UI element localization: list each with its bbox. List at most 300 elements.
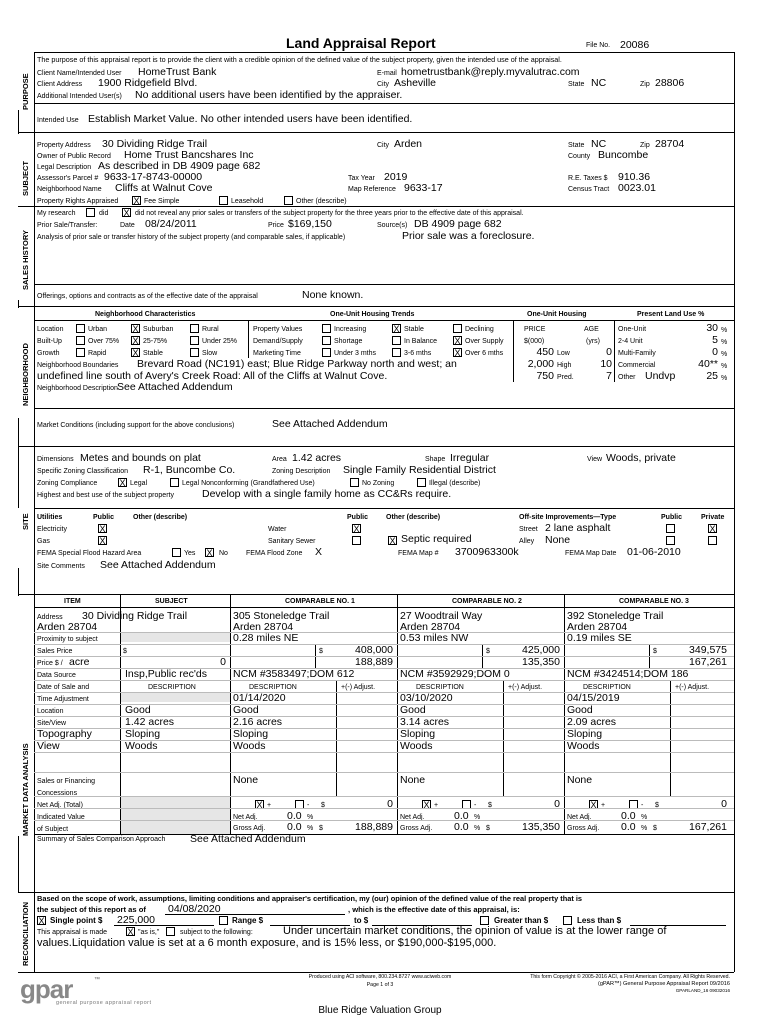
row-time-label: Time Adjustment [37, 696, 89, 703]
comp3-net-dollar: $ [655, 802, 659, 809]
over75-label: Over 75% [88, 338, 120, 345]
comp2-city: Arden 28704 [400, 621, 461, 633]
illegal-label: Illegal (describe) [429, 480, 481, 487]
high-label: High [557, 362, 572, 369]
fee-simple-label: Fee Simple [144, 198, 180, 205]
in-balance-checkbox[interactable] [392, 336, 401, 345]
row-priceper-label: Price $ / [37, 660, 63, 667]
private-header: Private [701, 514, 725, 521]
area: 1.42 acres [292, 452, 342, 464]
form-name: (gPAR™) General Purpose Appraisal Report 09/2016 [597, 981, 730, 987]
comp1-grossadj-label: Gross Adj. [233, 825, 266, 832]
section-reconciliation: RECONCILIATION [18, 892, 34, 972]
m3-6-checkbox[interactable] [392, 348, 401, 357]
comp3-gross-pct-sign: % [641, 825, 648, 832]
client-state-label: State [568, 81, 585, 88]
summary: See Attached Addendum [190, 833, 306, 845]
comp2-price-dollar: $ [486, 648, 490, 655]
row-source-label: Data Source [37, 672, 76, 679]
section-sales-history: SALES HISTORY [18, 204, 34, 300]
site-comments: See Attached Addendum [100, 559, 216, 571]
owner: Home Trust Bancshares Inc [124, 149, 254, 161]
under25-label: Under 25% [202, 338, 238, 345]
prior-source: DB 4909 page 682 [414, 218, 502, 230]
age-header: AGE [584, 326, 599, 333]
other-rights-checkbox[interactable] [284, 196, 293, 205]
pct-sign: % [721, 375, 728, 382]
comp3-price: 349,575 [689, 644, 727, 656]
under25-checkbox[interactable] [190, 336, 199, 345]
prior-date-label: Date [120, 222, 135, 229]
legal-nonconforming-label: Legal Nonconforming (Grandfathered Use) [182, 480, 315, 487]
comp3-city: Arden 28704 [567, 621, 628, 633]
low-age: 0 [606, 346, 612, 358]
row-topo-label: Topography [37, 728, 92, 740]
nbhd-description-label: Neighborhood Description [37, 385, 118, 392]
did-checkbox[interactable] [86, 208, 95, 217]
map-reference-label: Map Reference [348, 186, 396, 193]
high-price: 2,000 [527, 358, 554, 370]
comp1-gross-pct-sign: % [307, 825, 314, 832]
row-of-subject-label: of Subject [37, 826, 69, 833]
condition-line1: Under uncertain market conditions, the opinion of value is at the lower range of [283, 925, 667, 937]
subject-address: 30 Dividing Ridge Trail [82, 610, 188, 622]
form-code: GPARLAND_16 09032016 [675, 988, 730, 993]
comp3-location: Good [567, 704, 593, 716]
land-use-commercial: 40** [698, 358, 718, 370]
electricity-public-checkbox[interactable]: X [99, 524, 106, 534]
flood-zone: X [315, 546, 323, 558]
parcel-number: 9633-17-8743-00000 [104, 171, 203, 183]
nbhd-description: See Attached Addendum [117, 381, 233, 393]
comp2-plus-label: + [434, 802, 439, 809]
urban-checkbox[interactable] [76, 324, 85, 333]
comp3-netadj-label: Net Adj. [567, 814, 592, 821]
census-tract-label: Census Tract [568, 186, 610, 193]
low-price: 450 [536, 346, 554, 358]
leasehold-checkbox[interactable] [219, 196, 228, 205]
zoning-desc: Single Family Residential District [343, 464, 496, 476]
file-no-label: File No. [586, 42, 611, 49]
under3-checkbox[interactable] [322, 348, 331, 357]
comp1-net-plus-checkbox[interactable]: X [256, 800, 263, 810]
declining-checkbox[interactable] [453, 324, 462, 333]
water-public-checkbox[interactable]: X [353, 524, 360, 534]
comp1-source: NCM #3583497;DOM 612 [233, 668, 355, 680]
shortage-checkbox[interactable] [322, 336, 331, 345]
comp2-gross-pct-sign: % [474, 825, 481, 832]
fema-yes-checkbox[interactable] [172, 548, 181, 557]
over-supply-label: Over Supply [465, 338, 504, 345]
subject-location: Good [125, 704, 151, 716]
comp1-net-pct: 0.0 [287, 810, 302, 822]
other-header: Other (describe) [133, 514, 188, 521]
price-header: PRICE [524, 326, 546, 333]
analysis: Prior sale was a foreclosure. [402, 230, 535, 242]
comp3-site: 2.09 acres [567, 716, 617, 728]
comp2-date: 03/10/2020 [400, 692, 453, 704]
comp3-address: 392 Stoneledge Trail [567, 610, 664, 622]
fema-no-checkbox[interactable]: X [206, 548, 213, 558]
prior-date: 08/24/2011 [145, 218, 197, 230]
map-reference: 9633-17 [404, 182, 443, 194]
market-conditions-label: Market Conditions (including support for the above conclusions) [37, 422, 235, 429]
low-label: Low [557, 350, 570, 357]
site-comments-label: Site Comments [37, 563, 85, 570]
land-use-multi-label: Multi-Family [618, 350, 656, 357]
zoning-desc-label: Zoning Description [272, 468, 331, 475]
septic-checkbox[interactable]: X [389, 536, 396, 546]
county: Buncombe [598, 149, 649, 161]
did-not-checkbox[interactable]: X [123, 208, 130, 218]
comp1-netadj-label: Net Adj. [233, 814, 258, 821]
in-balance-label: In Balance [404, 338, 438, 345]
dimensions: Metes and bounds on plat [80, 452, 201, 464]
pred-label: Pred. [557, 374, 574, 381]
parcel-label: Assessor's Parcel # [37, 175, 99, 182]
comp2-topo: Sloping [400, 728, 436, 740]
other-header-2: Other (describe) [386, 514, 441, 521]
did-label: did [99, 210, 109, 217]
one-unit-housing-title: One-Unit Housing [527, 311, 587, 318]
row-site-label: Site/View [37, 720, 67, 727]
comp1-desc-header: DESCRIPTION [249, 684, 297, 691]
tax-year-label: Tax Year [348, 175, 375, 182]
alley-label: Alley [519, 538, 535, 545]
rapid-label: Rapid [88, 350, 107, 357]
shape-label: Shape [425, 456, 446, 463]
section-purpose: PURPOSE [18, 52, 34, 110]
row-date-label: Date of Sale and [37, 684, 90, 691]
comp1-date: 01/14/2020 [233, 692, 286, 704]
taxes-label: R.E. Taxes $ [568, 175, 608, 182]
comp2-price: 425,000 [522, 644, 560, 656]
intended-users-label: Additional Intended User(s) [37, 93, 122, 100]
illegal-checkbox[interactable] [417, 478, 426, 487]
property-values-label: Property Values [253, 326, 303, 333]
subject-view: Woods [125, 740, 158, 752]
street-private-checkbox[interactable]: X [709, 524, 716, 534]
comp3-date: 04/15/2019 [567, 692, 620, 704]
demand-supply-label: Demand/Supply [253, 338, 303, 345]
intended-use: Establish Market Value. No other intended users have been identified. [88, 113, 413, 125]
offsite-header: Off-site Improvements—Type [519, 514, 617, 521]
comp1-price: 408,000 [355, 644, 393, 656]
slow-checkbox[interactable] [190, 348, 199, 357]
subject-city: Arden 28704 [37, 621, 98, 633]
public-header-2: Public [347, 514, 369, 521]
slow-label: Slow [202, 350, 218, 357]
declining-label: Declining [465, 326, 494, 333]
increasing-checkbox[interactable] [322, 324, 331, 333]
property-zip-label: Zip [640, 142, 650, 149]
subject-price-per: 0 [220, 656, 226, 668]
comp3-net: 0 [721, 798, 727, 810]
fema-no-label: No [219, 550, 228, 557]
greater-than-checkbox[interactable] [480, 916, 489, 925]
legal-nonconforming-checkbox[interactable] [170, 478, 179, 487]
county-label: County [568, 153, 591, 160]
property-state-label: State [568, 142, 585, 149]
range-label: Range $ [232, 916, 264, 925]
m3-6-label: 3-6 mths [404, 350, 432, 357]
zoning-class: R-1, Buncombe Co. [143, 464, 236, 476]
comp2-proximity: 0.53 miles NW [400, 632, 469, 644]
comp2-netadj-label: Net Adj. [400, 814, 425, 821]
no-zoning-label: No Zoning [362, 480, 395, 487]
subject-desc-header: DESCRIPTION [148, 684, 196, 691]
row-indicated-label: Indicated Value [37, 814, 85, 821]
land-use-one-unit: 30 [706, 322, 718, 334]
comp1-financing: None [233, 774, 259, 786]
client-city-label: City [377, 81, 390, 88]
land-use-one-unit-label: One-Unit [618, 326, 647, 333]
fema-label: FEMA Special Flood Hazard Area [37, 550, 142, 557]
legal-checkbox[interactable]: X [119, 478, 126, 488]
other-rights-label: Other (describe) [296, 198, 347, 205]
fee-simple-checkbox[interactable]: X [133, 196, 140, 206]
stable-values-label: Stable [404, 326, 424, 333]
prior-price-label: Price [268, 222, 284, 229]
comp3-price-per: 167,261 [689, 656, 727, 668]
comp2-ind-dollar: $ [486, 825, 490, 832]
comp2-net: 0 [554, 798, 560, 810]
comp1-adj-header: +(-) Adjust. [341, 684, 376, 691]
comp3-grossadj-label: Gross Adj. [567, 825, 600, 832]
subject-to-checkbox[interactable] [166, 927, 175, 936]
street-public-checkbox[interactable] [666, 524, 675, 533]
suburban-label: Suburban [143, 326, 174, 333]
property-rights-label: Property Rights Appraised [37, 198, 119, 205]
builtup-label: Built-Up [37, 338, 62, 345]
row-net-label: Net Adj. (Total) [37, 802, 83, 809]
comp3-financing: None [567, 774, 593, 786]
housing-trends-title: One-Unit Housing Trends [330, 311, 415, 318]
zoning-compliance-label: Zoning Compliance [37, 480, 98, 487]
subject-site: 1.42 acres [125, 716, 175, 728]
boundaries-label: Neighborhood Boundaries [37, 362, 119, 369]
range-checkbox[interactable] [219, 916, 228, 925]
grid-comp3-header: COMPARABLE NO. 3 [619, 598, 689, 605]
page-number: Page 1 of 3 [366, 982, 394, 988]
stable-growth-checkbox[interactable]: X [132, 348, 139, 358]
legal-description: As described in DB 4909 page 682 [98, 160, 261, 172]
comp1-city: Arden 28704 [233, 621, 294, 633]
dimensions-label: Dimensions [37, 456, 74, 463]
section-site: SITE [18, 508, 34, 568]
comp1-indicated-value: 188,889 [355, 821, 393, 833]
increasing-label: Increasing [334, 326, 367, 333]
hbu: Develop with a single family home as CC&Rs require. [202, 488, 452, 500]
taxes: 910.36 [618, 171, 651, 183]
analysis-label: Analysis of prior sale or transfer history of the subject property (and comparable sales, if applicable) [37, 234, 346, 241]
land-use-2-4: 5 [712, 334, 718, 346]
comp1-net-dollar: $ [321, 802, 325, 809]
comp1-location: Good [233, 704, 259, 716]
sewer-public-checkbox[interactable] [352, 536, 361, 545]
census-tract: 0023.01 [618, 182, 656, 194]
alley-public-checkbox[interactable] [666, 536, 675, 545]
comp2-adj-header: +(-) Adjust. [508, 684, 543, 691]
comp2-net-pct-sign: % [474, 814, 481, 821]
section-market-data: MARKET DATA ANALYSIS [18, 596, 34, 836]
rapid-checkbox[interactable] [76, 348, 85, 357]
fema-yes-label: Yes [184, 550, 196, 557]
comp3-price-dollar: $ [653, 648, 657, 655]
comp3-minus-label: - [641, 802, 644, 809]
comp3-desc-header: DESCRIPTION [583, 684, 631, 691]
comp3-gross-pct: 0.0 [621, 821, 636, 833]
row-address-label: Address [37, 614, 63, 621]
price-per-unit: acre [69, 656, 90, 668]
prior-source-label: Source(s) [377, 222, 408, 229]
property-city-label: City [377, 142, 390, 149]
nbhd-characteristics-title: Neighborhood Characteristics [95, 311, 196, 318]
comp1-ind-dollar: $ [319, 825, 323, 832]
suburban-checkbox[interactable]: X [132, 324, 139, 334]
comp3-proximity: 0.19 miles SE [567, 632, 632, 644]
rural-label: Rural [202, 326, 219, 333]
offerings-label: Offerings, options and contracts as of the effective date of the appraisal [37, 293, 258, 300]
to-label: to $ [354, 916, 369, 925]
comp2-source: NCM #3592929;DOM 0 [400, 668, 510, 680]
comp2-grossadj-label: Gross Adj. [400, 825, 433, 832]
comp2-gross-pct: 0.0 [454, 821, 469, 833]
marketing-time-label: Marketing Time [253, 350, 301, 357]
public-header: Public [93, 514, 115, 521]
comp2-net-plus-checkbox[interactable]: X [423, 800, 430, 810]
summary-label: Summary of Sales Comparison Approach [37, 836, 166, 843]
comp1-proximity: 0.28 miles NE [233, 632, 299, 644]
property-state: NC [591, 138, 607, 150]
land-use-multi: 0 [712, 346, 718, 358]
over-supply-checkbox[interactable]: X [454, 336, 461, 346]
row-view-label: View [37, 740, 60, 752]
neighborhood-name-label: Neighborhood Name [37, 186, 102, 193]
land-use-other-label: Other [618, 374, 636, 381]
less-than-checkbox[interactable] [563, 916, 572, 925]
client-state: NC [591, 77, 607, 89]
as-is-label: "as is," [138, 929, 160, 936]
client-zip-label: Zip [640, 81, 650, 88]
price-units: $(000) [524, 338, 545, 345]
prior-price: $169,150 [288, 218, 332, 230]
client-email: hometrustbank@reply.myvalutrac.com [401, 66, 580, 78]
comp3-view: Woods [567, 740, 600, 752]
condition-line2: values.Liquidation value is set at a 6 month exposure, and is 15% less, or $190,000-$195,000. [37, 937, 497, 949]
subject-price-dollar: $ [123, 648, 127, 655]
land-use-other-desc: Undvp [645, 370, 676, 382]
over75-checkbox[interactable] [76, 336, 85, 345]
comp2-price-per: 135,350 [522, 656, 560, 668]
single-point-value: 225,000 [117, 914, 155, 926]
effective-date: 04/08/2020 [168, 903, 221, 915]
comp1-net: 0 [387, 798, 393, 810]
alley-private-checkbox[interactable] [708, 536, 717, 545]
property-zip: 28704 [655, 138, 685, 150]
email-label: E-mail [377, 70, 397, 77]
comp1-minus-label: - [307, 802, 310, 809]
comp1-gross-pct: 0.0 [287, 821, 302, 833]
pred-price: 750 [536, 370, 554, 382]
recon-line2a: the subject of this report as of [37, 905, 146, 914]
area-label: Area [272, 456, 287, 463]
comp1-plus-label: + [267, 802, 272, 809]
site-view: Woods, private [606, 452, 676, 464]
comp2-desc-header: DESCRIPTION [416, 684, 464, 691]
comp1-address: 305 Stoneledge Trail [233, 610, 330, 622]
street-label: Street [519, 526, 538, 533]
fema-map-label: FEMA Map # [398, 550, 439, 557]
comp1-price-per: 188,889 [355, 656, 393, 668]
row-concessions-label: Concessions [37, 790, 78, 797]
purpose-intro: The purpose of this appraisal report is to provide the client with a credible opinion of the defined value of the subject property, given the intended use of the appraisal. [37, 55, 562, 64]
p25-75-checkbox[interactable]: X [132, 336, 139, 346]
as-is-checkbox[interactable]: X [127, 927, 134, 937]
subject-topo: Sloping [125, 728, 161, 740]
boundaries-line2: undefined line south of Avery's Creek Road: All of the Cliffs at Walnut Cove. [37, 370, 388, 382]
section-neighborhood: NEIGHBORHOOD [18, 308, 34, 418]
property-city: Arden [394, 138, 423, 150]
gas-public-checkbox[interactable]: X [99, 536, 106, 546]
comp2-view: Woods [400, 740, 433, 752]
sewer-label: Sanitary Sewer [268, 538, 316, 545]
flood-zone-label: FEMA Flood Zone [246, 550, 303, 557]
rural-checkbox[interactable] [190, 324, 199, 333]
comp2-net-pct: 0.0 [454, 810, 469, 822]
land-use-2-4-label: 2-4 Unit [618, 338, 643, 345]
stable-values-checkbox[interactable]: X [393, 324, 400, 334]
client-label: Client Name/Intended User [37, 70, 122, 77]
over6-label: Over 6 mths [465, 350, 504, 357]
comp2-indicated-value: 135,350 [522, 821, 560, 833]
land-use-title: Present Land Use % [637, 311, 705, 318]
over6-checkbox[interactable]: X [454, 348, 461, 358]
alley: None [545, 534, 571, 546]
urban-label: Urban [88, 326, 108, 333]
property-address: 30 Dividing Ridge Trail [102, 138, 208, 150]
client-zip: 28806 [655, 77, 685, 89]
under3-label: Under 3 mths [334, 350, 377, 357]
offerings: None known. [302, 289, 364, 301]
age-units: (yrs) [586, 338, 600, 345]
row-location-label: Location [37, 708, 64, 715]
legal-label: Legal [130, 480, 148, 487]
market-conditions: See Attached Addendum [272, 418, 388, 430]
neighborhood-name: Cliffs at Walnut Cove [115, 182, 213, 194]
no-zoning-checkbox[interactable] [350, 478, 359, 487]
greater-than-label: Greater than $ [494, 916, 549, 925]
shortage-label: Shortage [334, 338, 363, 345]
electricity-label: Electricity [37, 526, 67, 533]
gpar-tagline: general purpose appraisal report [56, 1000, 152, 1006]
comp2-minus-label: - [474, 802, 477, 809]
comp2-net-dollar: $ [488, 802, 492, 809]
legal-description-label: Legal Description [37, 164, 92, 171]
pct-sign: % [721, 351, 728, 358]
comp2-location: Good [400, 704, 426, 716]
grid-comp1-header: COMPARABLE NO. 1 [285, 598, 355, 605]
fema-map-date: 01-06-2010 [627, 546, 681, 558]
company-name: Blue Ridge Valuation Group [318, 1005, 442, 1016]
client-city: Asheville [394, 77, 437, 89]
single-point-checkbox[interactable]: X [38, 916, 45, 926]
comp2-financing: None [400, 774, 426, 786]
comp3-net-plus-checkbox[interactable]: X [590, 800, 597, 810]
public-header-3: Public [661, 514, 683, 521]
copyright: This form Copyright © 2005-2016 ACI, a First American Company. All Rights Reserved. [530, 974, 730, 980]
land-use-commercial-label: Commercial [618, 362, 656, 369]
